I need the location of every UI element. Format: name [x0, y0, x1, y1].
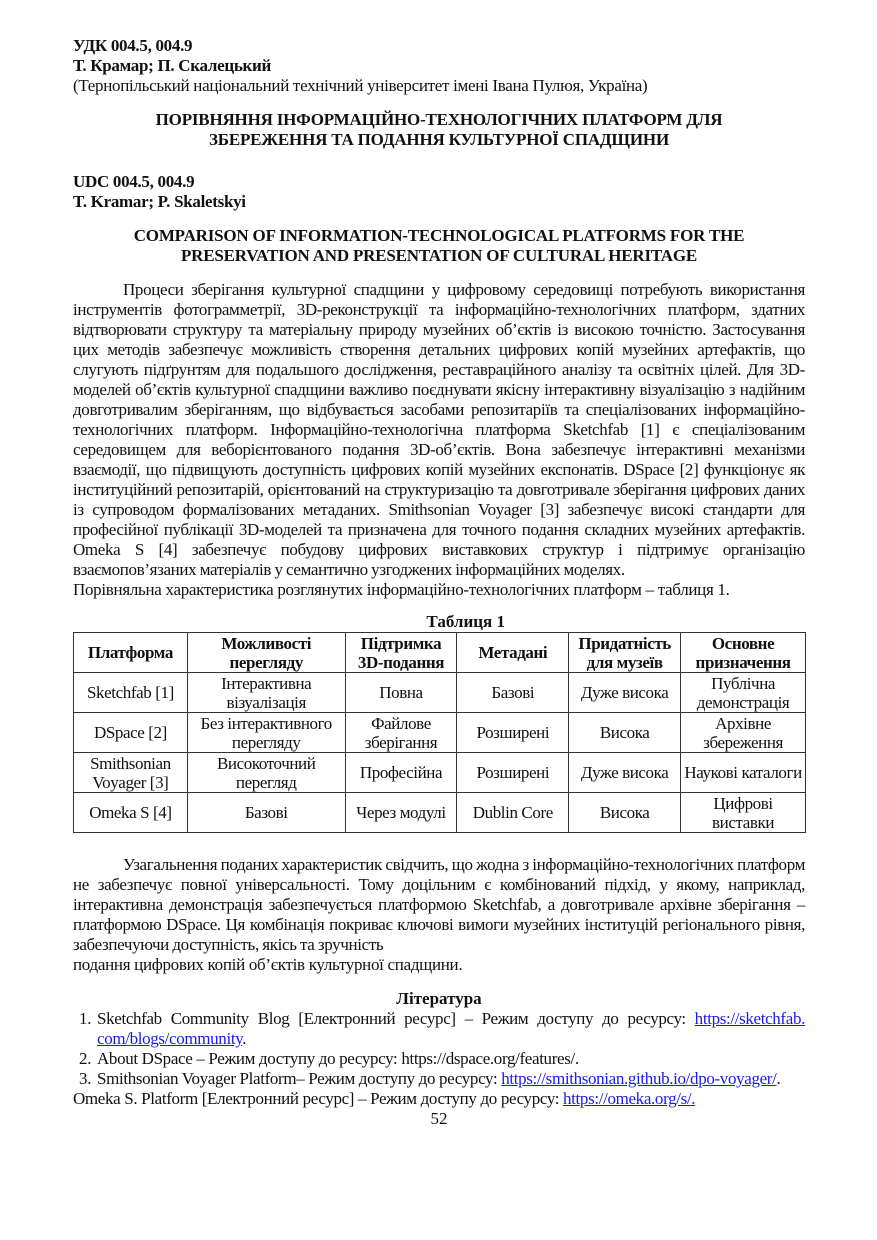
- cell-viewing: Базові: [187, 793, 345, 833]
- document-page: [73, 36, 805, 1129]
- body-paragraph-2-last: подання цифрових копій об’єктів культурної спадщини.: [73, 955, 463, 974]
- cell-metadata: Базові: [457, 673, 569, 713]
- title-en-line2: PRESERVATION AND PRESENTATION OF CULTURAL HERITAGE: [180, 246, 698, 265]
- udc-en: UDC 004.5, 004.9: [73, 172, 195, 191]
- header-museum-fit: Придатність для музеїв: [569, 633, 681, 673]
- cell-purpose: Публічна демонстрація: [681, 673, 806, 713]
- reference-suffix: .: [242, 1029, 247, 1048]
- cell-metadata: Розширені: [457, 753, 569, 793]
- reference-link[interactable]: https://sketchfab. com/blogs/community: [97, 1009, 805, 1048]
- reference-item: [95, 1069, 805, 1089]
- cell-3d-support: Професійна: [345, 753, 457, 793]
- table-caption: Таблиця 1: [426, 612, 505, 631]
- header-viewing: Можливості перегляду: [187, 633, 345, 673]
- reference-text: Smithsonian Voyager Platform– Режим доступу до ресурсу:: [97, 1069, 502, 1088]
- cell-museum-fit: Дуже висока: [569, 753, 681, 793]
- references-list: [73, 1009, 805, 1089]
- cell-3d-support: Файлове зберігання: [345, 713, 457, 753]
- comparison-table: [73, 632, 806, 833]
- references-title: Література: [396, 989, 482, 1008]
- page-number: 52: [430, 1109, 448, 1128]
- body-paragraph-2: Узагальнення поданих характеристик свідчить, що жодна з інформаційно-технологічних платформ не забезпечує повної універсальності. Тому доцільним є комбінований підхід, у якому, наприклад, інтерактивна демонстрація забезпечується платформою Sketchfab, а довготривале архівне зберігання – платформою DSpace. Ця комбінація покриває ключові вимоги музейних інституцій регіонального рівня, забезпечуючи доступність, якісь та зручність: [73, 855, 805, 954]
- cell-metadata: Розширені: [457, 713, 569, 753]
- authors-en: T. Kramar; P. Skaletskyi: [73, 192, 246, 211]
- cell-platform: Omeka S [4]: [74, 793, 188, 833]
- cell-purpose: Цифрові виставки: [681, 793, 806, 833]
- header-platform: Платформа: [74, 633, 188, 673]
- cell-museum-fit: Висока: [569, 793, 681, 833]
- cell-viewing: Високоточний перегляд: [187, 753, 345, 793]
- cell-museum-fit: Висока: [569, 713, 681, 753]
- cell-platform: DSpace [2]: [74, 713, 188, 753]
- header-3d-support: Підтримка 3D-подання: [345, 633, 457, 673]
- cell-platform: Sketchfab [1]: [74, 673, 188, 713]
- body-paragraph-1-last: Порівняльна характеристика розглянутих інформаційно-технологічних платформ – таблиця 1.: [73, 580, 730, 599]
- table-row: [74, 793, 806, 833]
- reference-text: Omeka S. Platform [Електронний ресурс] – Режим доступу до ресурсу:: [73, 1089, 564, 1108]
- title-ua-line2: ЗБЕРЕЖЕННЯ ТА ПОДАННЯ КУЛЬТУРНОЇ СПАДЩИНИ: [209, 130, 669, 149]
- cell-viewing: Без інтерактивного перегляду: [187, 713, 345, 753]
- cell-3d-support: Повна: [345, 673, 457, 713]
- cell-purpose: Наукові каталоги: [681, 753, 806, 793]
- header-purpose: Основне призначення: [681, 633, 806, 673]
- affiliation: (Тернопільський національний технічний університет імені Івана Пулюя, Україна): [73, 76, 648, 95]
- body-paragraph-1: Процеси зберігання культурної спадщини у цифровому середовищі потребують використання інструментів фотограмметрії, 3D-реконструкції та інформаційно-технологічних платформ, здатних відтворювати структуру та матеріальну природу музейних об’єктів із високою точністю. Застосування цих методів забезпечує можливість створення детальних цифрових копій музейних артефактів, що слугують підґрунтям для подальшого дослідження, реставраційного аналізу та освітніх цілей. Для 3D-моделей об’єктів культурної спадщини важливо поєднувати якісну інтерактивну візуалізацію з надійним довготривалим зберіганням, що відбувається засобами репозитаріїв та спеціалізованих інформаційно-технологічних платформ. Інформаційно-технологічна платформа Sketchfab [1] є спеціалізованим середовищем для веборієнтованого подання 3D-об’єктів. Вона забезпечує інтерактивні механізми взаємодії, що підвищують доступність цифрових копій музейних експонатів. DSpace [2] функціонує як інституційний репозитарій, орієнтований на структуризацію та довготривале зберігання цифрових даних із супроводом формалізованих метаданих. Smithsonian Voyager [3] забезпечує високі стандарти для професійної публікації 3D-моделей та призначена для точного подання складних музейних артефактів. Omeka S [4] забезпечує побудову цифрових виставкових структур і підтримує організацію взаємопов’язаних матеріалів у семантично узгоджених інформаційних моделях.: [73, 280, 805, 579]
- table-row: [74, 753, 806, 793]
- cell-3d-support: Через модулі: [345, 793, 457, 833]
- reference-text: About DSpace – Режим доступу до ресурсу: https://dspace.org/features/.: [97, 1049, 579, 1068]
- reference-item-unnumbered: [73, 1089, 805, 1109]
- cell-metadata: Dublin Core: [457, 793, 569, 833]
- reference-text: Sketchfab Community Blog [Електронний ресурс] – Режим доступу до ресурсу:: [97, 1009, 695, 1028]
- cell-viewing: Інтерактивна візуалізація: [187, 673, 345, 713]
- ua-header: [73, 36, 805, 150]
- reference-item: [95, 1049, 805, 1069]
- title-ua-line1: ПОРІВНЯННЯ ІНФОРМАЦІЙНО-ТЕХНОЛОГІЧНИХ ПЛАТФОРМ ДЛЯ: [155, 110, 723, 129]
- udc-ua: УДК 004.5, 004.9: [73, 36, 193, 55]
- header-metadata: Метадані: [457, 633, 569, 673]
- reference-suffix: .: [776, 1069, 781, 1088]
- table-row: [74, 673, 806, 713]
- reference-link[interactable]: https://smithsonian.github.io/dpo-voyager/: [501, 1069, 777, 1088]
- reference-link[interactable]: https://omeka.org/s/.: [563, 1089, 696, 1108]
- authors-ua: Т. Крамар; П. Скалецький: [73, 56, 271, 75]
- title-en-line1: COMPARISON OF INFORMATION-TECHNOLOGICAL PLATFORMS FOR THE: [133, 226, 745, 245]
- table-row: [74, 713, 806, 753]
- reference-item: [95, 1009, 805, 1049]
- cell-museum-fit: Дуже висока: [569, 673, 681, 713]
- cell-purpose: Архівне збереження: [681, 713, 806, 753]
- table-header-row: [74, 633, 806, 673]
- en-header: [73, 172, 805, 266]
- cell-platform: Smithsonian Voyager [3]: [74, 753, 188, 793]
